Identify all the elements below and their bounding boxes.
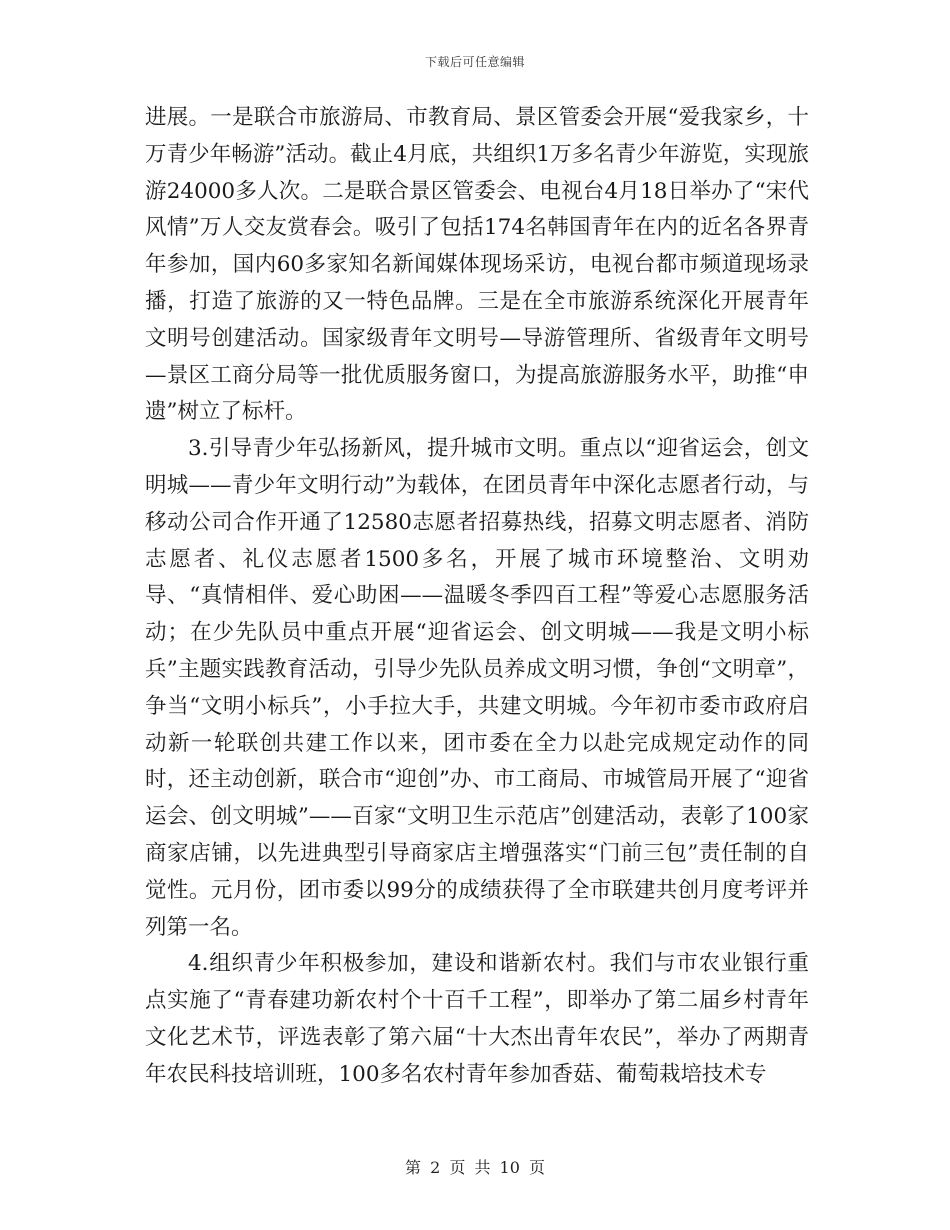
document-body (145, 100, 809, 1094)
paragraph-rural: 4.组织青少年积极参加，建设和谐新农村。我们与市农业银行重点实施了“青春建功新农村个十百千工程”，即举办了第二届乡村青年文化艺术节，评选表彰了第六届“十大杰出青年农民”，举办了两期青年农民科技培训班，100多名农村青年参加香菇、葡萄栽培技术专 (145, 951, 809, 1087)
paragraph-tourism: 进展。一是联合市旅游局、市教育局、景区管委会开展“爱我家乡，十万青少年畅游”活动。截止4月底，共组织1万多名青少年游览，实现旅游24000多人次。二是联合景区管委会、电视台4月18日举办了“宋代风情”万人交友赏春会。吸引了包括174名韩国青年在内的近名各界青年参加，国内60多家知名新闻媒体现场采访，电视台都市频道现场录播，打造了旅游的又一特色品牌。三是在全市旅游系统深化开展青年文明号创建活动。国家级青年文明号—导游管理所、省级青年文明号—景区工商分局等一批优质服务窗口，为提高旅游服务水平，助推“申遗”树立了标杆。 (145, 105, 809, 425)
paragraph-civilization: 3.引导青少年弘扬新风，提升城市文明。重点以“迎省运会，创文明城——青少年文明行动”为载体，在团员青年中深化志愿者行动，与移动公司合作开通了12580志愿者招募热线，招募文明志愿者、消防志愿者、礼仪志愿者1500多名，开展了城市环境整治、文明劝导、“真情相伴、爱心助困——温暖冬季四百工程”等爱心志愿服务活动；在少先队员中重点开展“迎省运会、创文明城——我是文明小标兵”主题实践教育活动，引导少先队员养成文明习惯，争创“文明章”，争当“文明小标兵”，小手拉大手，共建文明城。今年初市委市政府启动新一轮联创共建工作以来，团市委在全力以赴完成规定动作的同时，还主动创新，联合市“迎创”办、市工商局、市城管局开展了“迎省运会、创文明城”——百家“文明卫生示范店”创建活动，表彰了100家商家店铺，以先进典型引导商家店主增强落实“门前三包”责任制的自觉性。元月份，团市委以99分的成绩获得了全市联建共创月度考评并列第一名。 (145, 436, 809, 940)
page-header: 下载后可任意编辑 (424, 55, 525, 69)
page-number-footer: 第 2 页 共 10 页 (405, 1158, 545, 1177)
